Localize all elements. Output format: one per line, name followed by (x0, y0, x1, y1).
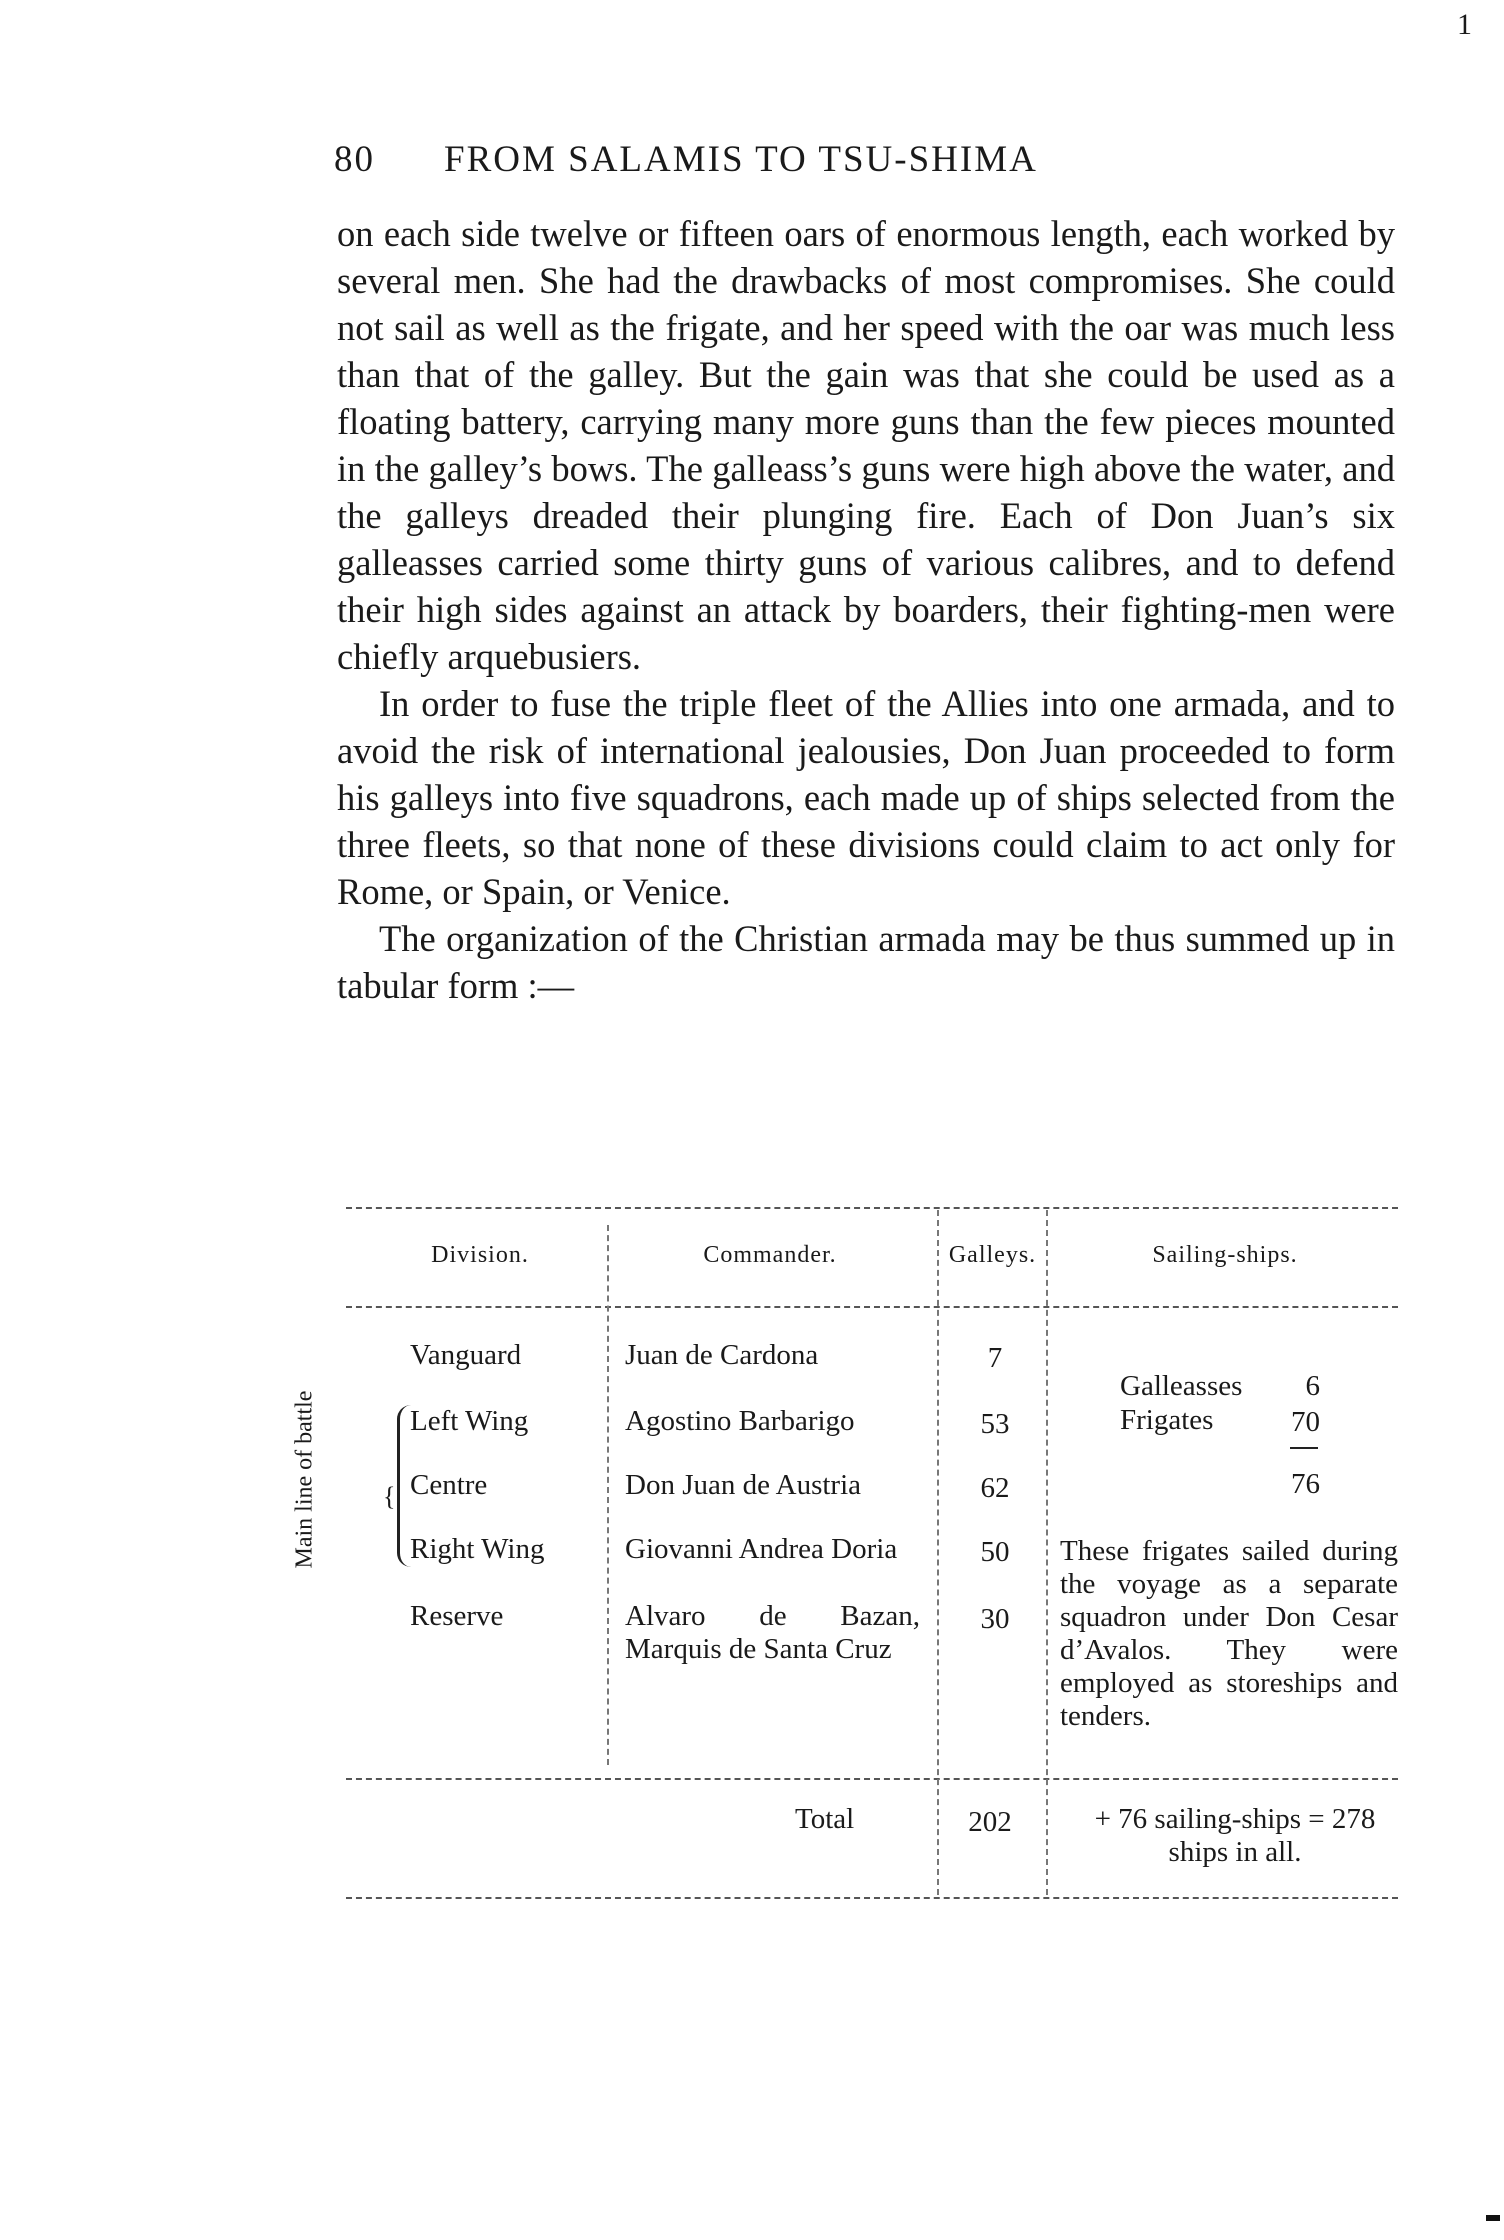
total-galleys: 202 (968, 1806, 1012, 1838)
row-commander: Don Juan de Austria (625, 1469, 861, 1501)
row-galleys: 30 (980, 1603, 1010, 1635)
total-label: Total (795, 1803, 855, 1835)
table-top-rule (346, 1207, 1398, 1209)
row-commander: Alvaro de Bazan, Marquis de Santa Cruz (625, 1600, 920, 1665)
row-commander: Agostino Barbarigo (625, 1405, 855, 1437)
total-summary: + 76 sailing-ships = 278 ships in all. (1094, 1803, 1376, 1868)
row-division: Vanguard (410, 1339, 522, 1371)
galleasses-label: Galleasses (1120, 1370, 1243, 1402)
row-galleys: 53 (980, 1408, 1010, 1440)
table-header-rule (346, 1306, 1398, 1308)
page-corner-mark: 1 (1457, 8, 1472, 41)
galleasses-count: 6 (1305, 1370, 1320, 1402)
body-text (337, 210, 1395, 1009)
col-divider-1 (607, 1225, 609, 1765)
row-commander: Giovanni Andrea Doria (625, 1533, 898, 1565)
frigates-label: Frigates (1120, 1404, 1214, 1436)
col-divider-3 (1046, 1210, 1048, 1895)
header-sailing-ships: Sailing-ships. (1152, 1242, 1298, 1268)
row-division: Right Wing (410, 1533, 545, 1565)
sum-rule (1290, 1447, 1318, 1449)
row-galleys: 7 (987, 1342, 1003, 1374)
table-body-rule (346, 1778, 1398, 1780)
paragraph-1: on each side twelve or fifteen oars of enormous length, each worked by several men. She had the drawbacks of most compromises. She could not sail as well as the frigate, and her speed with the oar was much less than that of the galley. But the gain was that she could be used as a floating battery, carrying many more guns than the few pieces mounted in the galley’s bows. The galleass’s guns were high above the water, and the galleys dreaded their plunging fire. Each of Don Juan’s six galleasses carried some thirty guns of various calibres, and to defend their high sides against an attack by boarders, their fighting-men were chiefly arquebusiers. (337, 213, 1395, 677)
brace-tip: { (383, 1482, 396, 1511)
page-number: 80 (334, 139, 375, 180)
side-label-main-line: Main line of battle (291, 1390, 318, 1569)
paragraph-3: The organization of the Christian armada may be thus summed up in tabular form :— (337, 918, 1395, 1006)
col-divider-2 (937, 1210, 939, 1895)
header-division: Division. (431, 1242, 529, 1268)
running-title: FROM SALAMIS TO TSU-SHIMA (444, 139, 1038, 180)
frigates-count: 70 (1291, 1406, 1320, 1438)
running-header (334, 138, 1038, 181)
frigates-note: These frigates sailed during the voyage as a separate squadron under Don Cesar d’Avalos. They were employed as storeships and tenders. (1060, 1535, 1398, 1732)
page-bottom-mark (1486, 2215, 1500, 2221)
header-commander: Commander. (703, 1242, 837, 1268)
paragraph-2: In order to fuse the triple fleet of the Allies into one armada, and to avoid the risk of international jealousies, Don Juan proceeded to form his galleys into five squadrons, each made up of ships selected from the three fleets, so that none of these divisions could claim to act only for Rome, or Spain, or Venice. (337, 683, 1395, 912)
row-galleys: 62 (980, 1472, 1010, 1504)
sailing-sum: 76 (1291, 1468, 1320, 1500)
row-division: Left Wing (410, 1405, 529, 1437)
row-division: Reserve (410, 1600, 504, 1632)
header-galleys: Galleys. (948, 1242, 1037, 1268)
table-bottom-rule (346, 1897, 1398, 1899)
row-commander: Juan de Cardona (625, 1339, 819, 1371)
row-division: Centre (410, 1469, 488, 1501)
row-galleys: 50 (980, 1536, 1010, 1568)
